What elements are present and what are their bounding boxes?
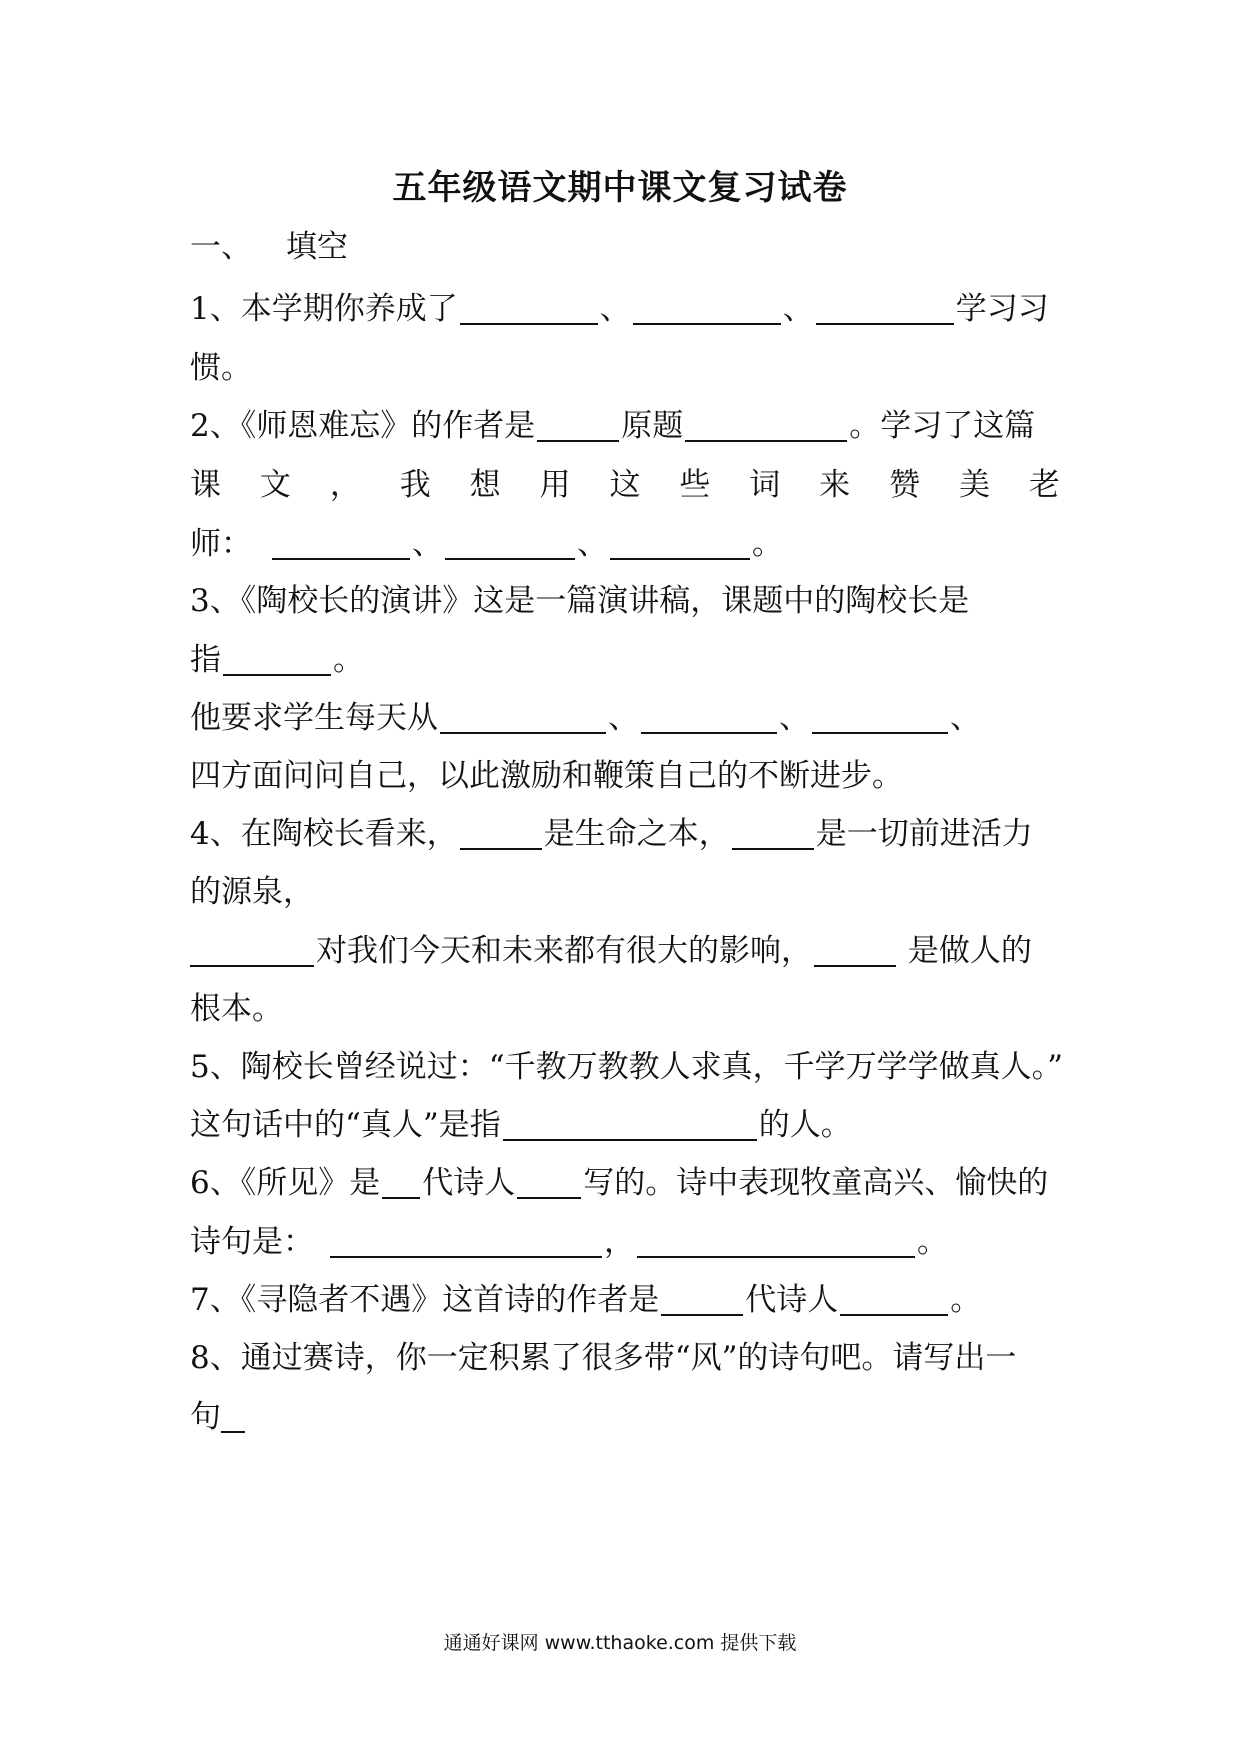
question-2 [190,396,1060,456]
answer-blank[interactable] [517,1153,581,1199]
q1-text: 学习习 [955,291,1049,327]
q2-separator: 、 [577,526,608,562]
question-5 [190,1037,1063,1097]
question-6 [190,1153,1060,1213]
answer-blank[interactable] [812,688,948,734]
q2-text: 2、《师恩难忘》的作者是 [190,408,536,444]
question-3-cont [190,746,1060,806]
q3-text: 3、《陶校长的演讲》这是一篇演讲稿，课题中的陶校长是 [190,583,970,619]
q2-char: ， [329,467,361,503]
answer-blank[interactable] [537,396,619,442]
q2-text: 。学习了这篇 [849,408,1036,444]
question-4-cont [190,921,1060,981]
answer-blank[interactable] [661,1270,743,1316]
question-8 [190,1328,1060,1388]
q1-text: 惯。 [190,350,252,386]
answer-blank[interactable] [814,921,896,967]
answer-blank[interactable] [382,1153,420,1199]
answer-blank[interactable] [641,688,777,734]
q2-char: 来 [819,467,851,503]
q2-text: 。 [752,526,783,562]
question-4 [190,804,1060,864]
q2-char: 赞 [889,467,921,503]
q3-text: 他要求学生每天从 [190,700,438,736]
q4-text: 是生命之本， [543,816,730,852]
answer-blank[interactable] [816,279,954,325]
question-1 [190,279,1060,339]
question-2-spread-line [190,455,1060,515]
question-3 [190,571,1060,631]
q3-separator: 、 [779,700,810,736]
page-title: 五年级语文期中课文复习试卷 [392,168,848,208]
q4-text: 的源泉， [190,874,314,910]
q3-separator: 、 [608,700,639,736]
q7-text: 代诗人 [745,1282,839,1318]
q2-char: 这 [609,467,641,503]
q6-text: 诗句是： [190,1224,314,1260]
q6-text: 6、《所见》是 [190,1165,381,1201]
section-number: 一、 [190,229,252,265]
q8-text: 8、通过赛诗，你一定积累了很多带“风”的诗句吧。请写出一 [190,1340,1017,1376]
q7-text: 7、《寻隐者不遇》这首诗的作者是 [190,1282,660,1318]
question-1-cont [190,338,1060,398]
q1-separator: 、 [782,291,814,327]
q4-text: 是做人的 [898,933,1032,969]
q3-separator: 、 [950,700,981,736]
answer-blank[interactable] [840,1270,948,1316]
question-4-cont [190,979,1060,1039]
q8-text: 句 [190,1399,221,1435]
q3-text: 指 [190,642,221,678]
q2-char: 用 [539,467,571,503]
q2-text: 原题 [621,408,684,444]
q4-text: 对我们今天和未来都有很大的影响， [316,933,812,969]
answer-blank[interactable] [503,1095,757,1141]
q2-char: 美 [958,467,990,503]
q1-separator: 、 [599,291,631,327]
section-label: 填空 [286,229,348,265]
answer-blank[interactable] [633,279,781,325]
q2-char: 些 [679,467,711,503]
question-5-cont [190,1095,1060,1155]
answer-blank[interactable] [732,804,814,850]
answer-blank[interactable] [330,1212,602,1258]
answer-blank[interactable] [223,630,331,676]
q5-text: 这句话中的“真人”是指 [190,1107,501,1143]
question-3-cont [190,688,1060,748]
question-2-cont [190,514,1060,574]
question-6-cont [190,1212,1060,1272]
q3-text: 。 [333,642,364,678]
question-7 [190,1270,1060,1330]
q6-text: 代诗人 [422,1165,516,1201]
q5-text: 5、陶校长曾经说过：“千教万教教人求真，千学万学学做真人。” [190,1049,1063,1085]
q3-text: 四方面问问自己，以此激励和鞭策自己的不断进步。 [190,758,903,794]
q4-text: 4、在陶校长看来， [190,816,458,852]
q5-text: 的人。 [758,1107,852,1143]
q6-text: 。 [917,1224,948,1260]
footer-text: 通通好课网 www.tthaoke.com 提供下载 [443,1632,797,1654]
q2-text: 师： [190,526,252,562]
answer-blank[interactable] [637,1212,915,1258]
q2-char: 老 [1028,467,1060,503]
answer-blank[interactable] [685,396,847,442]
q6-text: 写的。诗中表现牧童高兴、愉快的 [583,1165,1049,1201]
answer-blank[interactable] [610,514,750,560]
question-3-cont [190,630,1060,690]
answer-blank[interactable] [190,921,314,967]
q1-text: 1、本学期你养成了 [190,291,458,327]
q4-text: 根本。 [190,991,283,1027]
answer-blank[interactable] [460,279,598,325]
q4-text: 是一切前进活力 [815,816,1033,852]
q2-char: 课 [190,467,221,503]
answer-blank[interactable] [272,514,410,560]
q2-separator: 、 [412,526,443,562]
answer-blank[interactable] [221,1387,245,1433]
q7-text: 。 [950,1282,982,1318]
question-8-cont [190,1387,1060,1447]
q2-char: 想 [469,467,501,503]
q2-char: 我 [399,467,431,503]
answer-blank[interactable] [440,688,606,734]
q2-char: 文 [259,467,291,503]
q2-char: 词 [749,467,781,503]
question-4-cont [190,862,1060,922]
answer-blank[interactable] [445,514,575,560]
q6-separator: ， [604,1224,635,1260]
section-heading [190,217,1060,277]
answer-blank[interactable] [460,804,542,850]
